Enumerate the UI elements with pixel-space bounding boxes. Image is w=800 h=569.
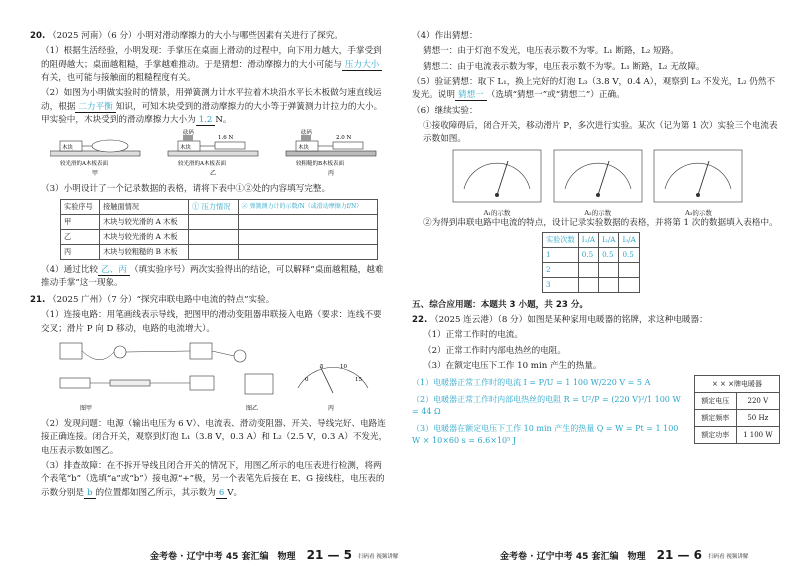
caption-fig-jia: 图甲 xyxy=(80,405,93,413)
q22-part2: （2）正常工作时内部电热丝的电阻。 xyxy=(423,345,566,356)
left-column xyxy=(30,30,390,502)
ammeter-dial-icon xyxy=(553,149,643,203)
solution-line: （2）电暖器正常工作时内部电热丝的电阻 R = U²/P = (220 V)²/1 100 W = 44 Ω xyxy=(412,394,681,417)
table-row: 3 xyxy=(543,277,640,292)
q21-part6-1: ①接收障碍后，闭合开关，移动滑片 P，多次进行实验。某次（记为第 1 次）实验三个电流表示数如图。 xyxy=(423,120,778,145)
answer-blank: 压力大小 xyxy=(342,60,382,71)
table-row: 1 0.5 0.5 0.5 xyxy=(543,247,640,262)
answer-blank: 猜想一 xyxy=(455,90,487,101)
footer-right: 金考卷 · 辽宁中考 45 套汇编 物理 21 — 6 扫码看 视频讲解 xyxy=(500,548,749,563)
ammeter-a3: A₃的示数 xyxy=(653,149,743,218)
q20-part1: （1）根据生活经验，小明发现：手掌压在桌面上滑动的过程中，向下用力越大，手掌受到的阻碍越大；桌面越粗糙，手掌越难推动。于是猜想：滑动摩擦力的大小可能与 压力大小有关，也可能与接触面的粗糙程度有关。 xyxy=(41,46,382,83)
q22-part1: （1）正常工作时的电流。 xyxy=(423,330,523,341)
solution-line: （3）电暖器在额定电压下工作 10 min 产生的热量 Q = W = Pt = 1 100 W × 10×60 s = 6.6×10⁵ J xyxy=(412,423,679,445)
table-row: 乙 木块与较光滑的 A 木板 xyxy=(61,229,378,244)
label-block: 木块 xyxy=(180,145,192,152)
answer-blank: 1.2 xyxy=(196,115,216,126)
caption-bing: 较粗糙的B木板表面 xyxy=(296,161,345,168)
caption-jia: 较光滑的A木板表面 xyxy=(60,161,108,168)
ammeter-dial-icon xyxy=(653,149,743,203)
q21-part6: （6）继续实验： xyxy=(412,105,478,116)
current-record-table xyxy=(542,232,640,293)
ammeter-dial-icon xyxy=(452,149,542,203)
guess-1: 猜想一：由于灯泡不发光，电压表示数不为零。L₁ 断路，L₂ 短路。 xyxy=(423,46,679,57)
friction-experiment-diagram xyxy=(50,129,380,181)
svg-text:10: 10 xyxy=(340,364,347,371)
section-heading: 五、综合应用题：本题共 3 小题，共 23 分。 xyxy=(412,299,589,310)
q21-stem: 21. （2025 广州）（7 分）“探究串联电路中电流的特点”实验。 xyxy=(30,295,275,306)
table-header-row: 实验序号 接触面情况 ① 压力情况 ② 弹簧测力计的示数/N（或滑动摩擦力f/N） xyxy=(61,199,378,214)
label-force-bing: 2.0 N xyxy=(336,135,352,142)
table-row: 丙 木块与较粗糙的 B 木板 xyxy=(61,244,378,259)
q20-record-table xyxy=(60,199,378,260)
fig-name-yi: 乙 xyxy=(210,170,217,178)
answer-blank: 二力平衡 xyxy=(75,102,115,113)
label-block: 木块 xyxy=(62,145,74,152)
q22-part3: （3）在额定电压下工作 10 min 产生的热量。 xyxy=(423,361,602,372)
solution-line: （1）电暖器正常工作时的电流 I = P/U = 1 100 W/220 V = 5 A xyxy=(412,378,651,388)
label-block: 木块 xyxy=(298,145,310,152)
footer-left: 金考卷 · 辽宁中考 45 套汇编 物理 21 — 5 扫码看 视频讲解 xyxy=(150,548,399,563)
answer-blank: 乙、丙 xyxy=(98,265,130,276)
guess-2: 猜想二：由于电流表示数为零，电压表示数不为零。L₁ 断路，L₂ 无故障。 xyxy=(423,61,705,72)
caption-fig-bing: 丙 xyxy=(328,405,335,413)
table-row: 甲 木块与较光滑的 A 木板 xyxy=(61,214,378,229)
label-force-yi: 1.6 N xyxy=(218,135,234,142)
q21-part3: （3）排查故障：在不拆开导线且闭合开关的情况下，用图乙所示的电压表进行检测，将两个表笔“b”（选填“a”或“b”）接电源“+”极，另一个表笔先后接在 E、G 接线柱，电压表的示数分别是 b 的位置都如图乙所示，其示数为 6 V。 xyxy=(41,461,385,498)
q21-part4: （4）作出猜想： xyxy=(412,31,478,41)
q21-part1: （1）连接电路：用笔画线表示导线，把图甲的滑动变阻器串联接入电路（要求：连线不要交叉；滑片 P 向 D 移动，电路的电流增大）。 xyxy=(41,310,382,334)
q20-stem: 20. （2025 河南）（6 分）小明对滑动摩擦力的大小与哪些因素有关进行了探究。 xyxy=(30,31,343,41)
answer-blank: b xyxy=(84,488,96,499)
ammeter-a2: A₂的示数 xyxy=(553,149,643,218)
q20-figure xyxy=(50,129,390,181)
svg-text:15: 15 xyxy=(355,377,362,384)
fig-name-jia: 甲 xyxy=(92,170,99,178)
q21-circuit-figure xyxy=(50,338,390,418)
caption-fig-yi: 图乙 xyxy=(246,405,259,413)
q22-solution xyxy=(412,377,682,447)
q21-part6-2: ②为得到串联电路中电流的特点，设计记录实验数据的表格，并将第 1 次的数据填入表格中。 xyxy=(423,217,778,228)
q20-part4: （4）通过比较 乙、丙 （填实验序号）两次实验得出的结论，可以解释“桌面越粗糙，越难推动手掌”这一现象。 xyxy=(41,264,384,288)
circuit-diagram xyxy=(50,338,380,418)
q20-part2: （2）如图为小明做实验时的情景，用弹簧测力计水平拉着木块沿水平长木板做匀速直线运动，根据 二力平衡 知识，可知木块受到的滑动摩擦力的大小等于弹簧测力计拉力的大小。甲实验中，木块受到的滑动摩擦力大小为 1.2 N。 xyxy=(41,88,383,125)
label-weight: 砝码 xyxy=(301,130,313,137)
svg-text:0: 0 xyxy=(305,377,309,384)
caption-yi: 较光滑的A木板表面 xyxy=(178,161,226,168)
svg-text:5: 5 xyxy=(320,364,324,371)
heater-nameplate: × × ×牌电暖器 额定电压 220 V 额定频率 50 Hz 额定功率 1 100 W xyxy=(694,375,780,444)
table-header-row: 实验次数 I₁/A I₂/A I₃/A xyxy=(543,232,640,247)
q22-stem: 22. （2025 连云港）（8 分）如图是某种家用电暖器的铭牌，求这种电暖器： xyxy=(412,315,708,326)
answer-blank: 6 xyxy=(216,488,227,499)
fig-name-bing: 丙 xyxy=(328,170,335,178)
label-weight: 砝码 xyxy=(183,130,195,137)
table-row: 2 xyxy=(543,262,640,277)
ammeter-row xyxy=(452,149,780,215)
q20-part3: （3）小明设计了一个记录数据的表格，请将下表中①②处的内容填写完整。 xyxy=(41,184,331,195)
q21-part2: （2）发现问题：电源（输出电压为 6 V）、电流表、滑动变阻器、开关、导线完好、电路连接正确连接。闭合开关，观察到灯泡 L₁（3.8 V，0.3 A）和 L₂（2.5 V，0.3 A）不发光，电压表示数如图乙。 xyxy=(41,419,388,456)
q21-part5: （5）验证猜想：取下 L₁，换上完好的灯泡 L₃（3.8 V，0.4 A），观察到 L₃ 不发光，L₂ 仍然不发光。说明 猜想一 （选填“猜想一”或“猜想二”）正确。 xyxy=(412,76,776,101)
ammeter-a1: A₁的示数 xyxy=(452,149,542,218)
